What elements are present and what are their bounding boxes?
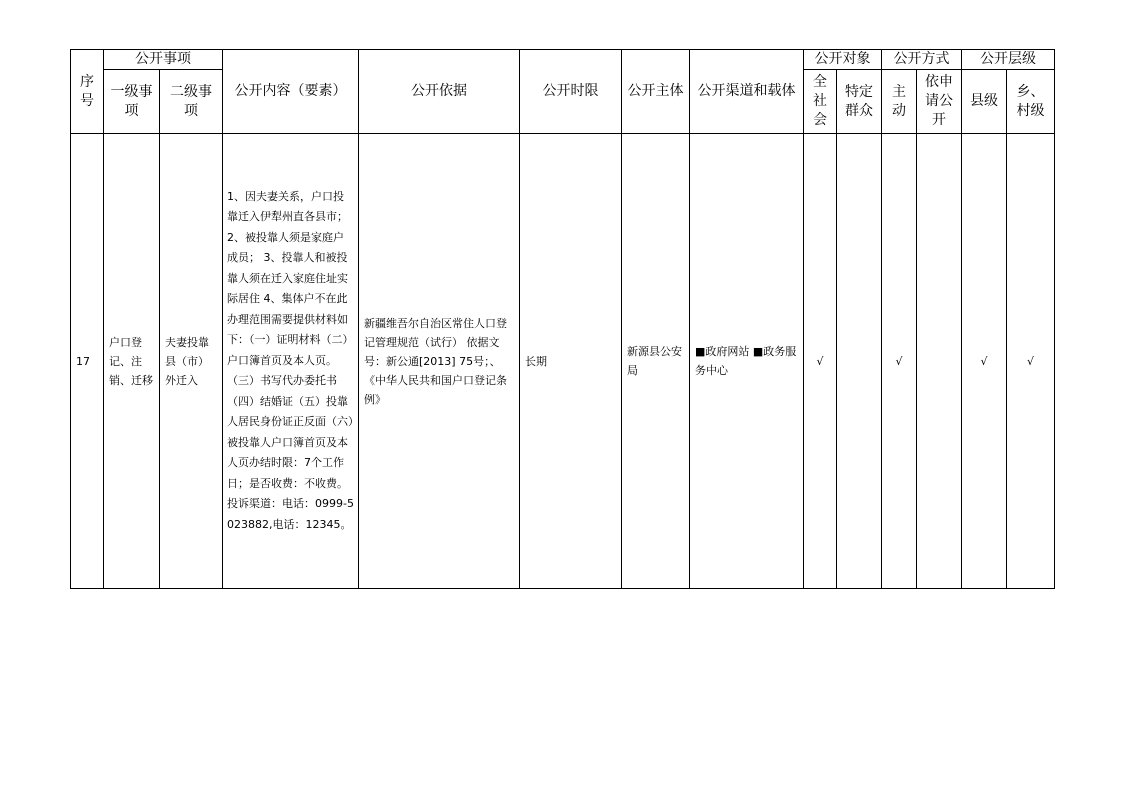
header-target-all: 全社会 bbox=[804, 70, 837, 134]
cell-target-specific-check bbox=[837, 134, 882, 589]
header-subject: 公开主体 bbox=[622, 50, 690, 134]
cell-method-apply-check bbox=[917, 134, 962, 589]
cell-target-all-check: √ bbox=[804, 134, 837, 589]
header-level-county: 县级 bbox=[962, 70, 1007, 134]
cell-method-active-check: √ bbox=[882, 134, 917, 589]
header-row-1 bbox=[71, 50, 1055, 70]
header-basis: 公开依据 bbox=[359, 50, 520, 134]
header-level-town: 乡、村级 bbox=[1007, 70, 1055, 134]
table-row bbox=[71, 134, 1055, 589]
cell-channel: ■政府网站 ■政务服务中心 bbox=[690, 134, 804, 589]
header-method-group: 公开方式 bbox=[882, 50, 962, 70]
header-period: 公开时限 bbox=[520, 50, 622, 134]
cell-basis: 新疆维吾尔自治区常住人口登记管理规范（试行） 依据文号：新公通[2013] 75号；、《中华人民共和国户口登记条例》 bbox=[359, 134, 520, 589]
cell-seq: 17 bbox=[71, 134, 104, 589]
header-level1: 一级事项 bbox=[104, 70, 160, 134]
header-items-group: 公开事项 bbox=[104, 50, 223, 70]
cell-level2: 夫妻投靠县（市）外迁入 bbox=[160, 134, 223, 589]
cell-level-county-check: √ bbox=[962, 134, 1007, 589]
cell-period: 长期 bbox=[520, 134, 622, 589]
header-target-specific: 特定群众 bbox=[837, 70, 882, 134]
disclosure-table bbox=[70, 49, 1055, 589]
header-level2: 二级事项 bbox=[160, 70, 223, 134]
header-content: 公开内容（要素） bbox=[223, 50, 359, 134]
header-method-apply: 依申请公开 bbox=[917, 70, 962, 134]
header-target-group: 公开对象 bbox=[804, 50, 882, 70]
cell-level1: 户口登记、注销、迁移 bbox=[104, 134, 160, 589]
header-method-active: 主动 bbox=[882, 70, 917, 134]
cell-level-town-check: √ bbox=[1007, 134, 1055, 589]
header-level-group: 公开层级 bbox=[962, 50, 1055, 70]
header-seq: 序号 bbox=[71, 50, 104, 134]
header-channel: 公开渠道和载体 bbox=[690, 50, 804, 134]
cell-subject: 新源县公安局 bbox=[622, 134, 690, 589]
cell-content: 1、因夫妻关系，户口投靠迁入伊犁州直各县市； 2、被投靠人须是家庭户成员； 3、投靠人和被投靠人须在迁入家庭住址实际居住 4、集体户不在此办理范围需要提供材料如下：（一）证明材料（二）户口簿首页及本人页。（三）书写代办委托书（四）结婚证（五）投靠人居民身份证正反面（六）被投靠人户口簿首页及本人页办结时限：7个工作日；是否收费：不收费。投诉渠道：电话：0999-5023882,电话：12345。 bbox=[223, 134, 359, 589]
